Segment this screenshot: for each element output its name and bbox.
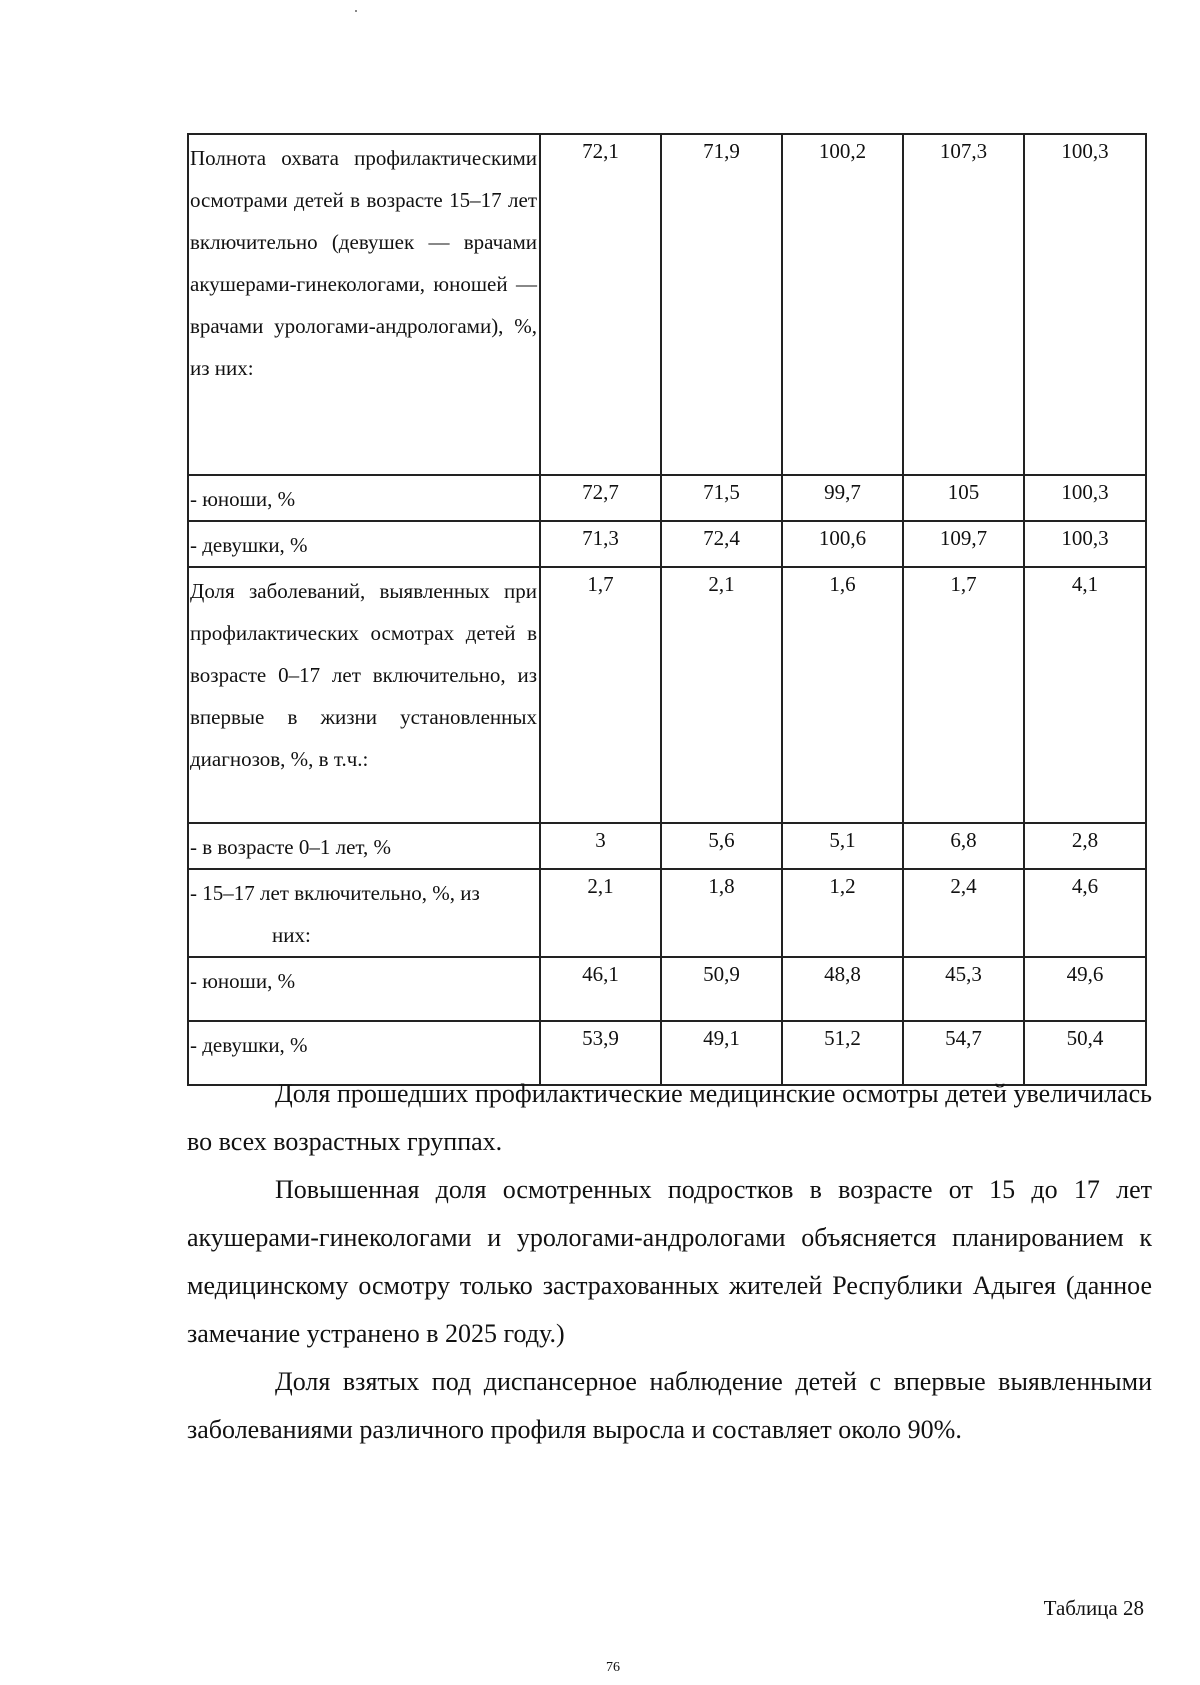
row-value: 72,4: [661, 521, 782, 567]
row-value: 51,2: [782, 1021, 903, 1085]
table-row: [188, 957, 1146, 1021]
row-value: 72,1: [540, 134, 661, 475]
row-value: 100,6: [782, 521, 903, 567]
row-value: 45,3: [903, 957, 1024, 1021]
paragraph: Доля взятых под диспансерное наблюдение детей с впервые выявленными заболеваниями различного профиля выросла и составляет около 90%.: [187, 1367, 1152, 1444]
row-value: 100,3: [1024, 521, 1146, 567]
row-value: 100,2: [782, 134, 903, 475]
table-row: [188, 475, 1146, 521]
row-label: Полнота охвата профилактическими осмотрами детей в возрасте 15–17 лет включительно (девушек — врачами акушерами-гинекологами, юношей — врачами урологами-андрологами), %, из них:: [188, 134, 540, 475]
row-value: 100,3: [1024, 475, 1146, 521]
indicators-table: [187, 133, 1147, 1086]
page-number: 76: [606, 1660, 620, 1675]
row-value: 105: [903, 475, 1024, 521]
row-value: 50,9: [661, 957, 782, 1021]
row-value: 5,6: [661, 823, 782, 869]
row-value: 72,7: [540, 475, 661, 521]
row-value: 71,3: [540, 521, 661, 567]
row-value: 48,8: [782, 957, 903, 1021]
row-label-continuation: них:: [272, 923, 311, 947]
row-value: 1,6: [782, 567, 903, 823]
row-value: 99,7: [782, 475, 903, 521]
row-value: 53,9: [540, 1021, 661, 1085]
row-value: 71,5: [661, 475, 782, 521]
table-caption: Таблица 28: [1043, 1596, 1144, 1620]
body-text: [187, 1070, 1152, 1454]
row-value: 3: [540, 823, 661, 869]
row-value: 4,6: [1024, 869, 1146, 957]
row-value: 100,3: [1024, 134, 1146, 475]
row-value: 46,1: [540, 957, 661, 1021]
paragraph: Доля прошедших профилактические медицинские осмотры детей увеличилась во всех возрастных группах.: [187, 1079, 1152, 1156]
row-label: Доля заболеваний, выявленных при профилактических осмотрах детей в возрасте 0–17 лет включительно, из впервые в жизни установленных диагнозов, %, в т.ч.:: [188, 567, 540, 823]
row-value: 50,4: [1024, 1021, 1146, 1085]
row-value: 5,1: [782, 823, 903, 869]
row-value: 109,7: [903, 521, 1024, 567]
row-value: 2,8: [1024, 823, 1146, 869]
row-value: 1,8: [661, 869, 782, 957]
row-value: 2,4: [903, 869, 1024, 957]
row-label: - юноши, %: [188, 475, 540, 521]
table-row: [188, 869, 1146, 957]
row-value: 49,1: [661, 1021, 782, 1085]
row-label: - девушки, %: [188, 521, 540, 567]
row-value: 49,6: [1024, 957, 1146, 1021]
row-value: 54,7: [903, 1021, 1024, 1085]
row-value: 1,7: [903, 567, 1024, 823]
row-value: 6,8: [903, 823, 1024, 869]
row-value: 2,1: [661, 567, 782, 823]
row-label: - в возрасте 0–1 лет, %: [188, 823, 540, 869]
row-value: 1,7: [540, 567, 661, 823]
row-label: - 15–17 лет включительно, %, из них:: [188, 869, 540, 957]
table-row: [188, 567, 1146, 823]
row-value: 71,9: [661, 134, 782, 475]
row-value: 2,1: [540, 869, 661, 957]
row-value: 4,1: [1024, 567, 1146, 823]
table-row: [188, 823, 1146, 869]
row-label: - юноши, %: [188, 957, 540, 1021]
row-value: 1,2: [782, 869, 903, 957]
table-row: [188, 134, 1146, 475]
paragraph: Повышенная доля осмотренных подростков в возрасте от 15 до 17 лет акушерами-гинекологами и урологами-андрологами объясняется планированием к медицинскому осмотру только застрахованных жителей Республики Адыгея (данное замечание устранено в 2025 году.): [187, 1175, 1152, 1348]
scan-speck: [355, 10, 357, 12]
row-label: - девушки, %: [188, 1021, 540, 1085]
table-row: [188, 521, 1146, 567]
row-value: 107,3: [903, 134, 1024, 475]
